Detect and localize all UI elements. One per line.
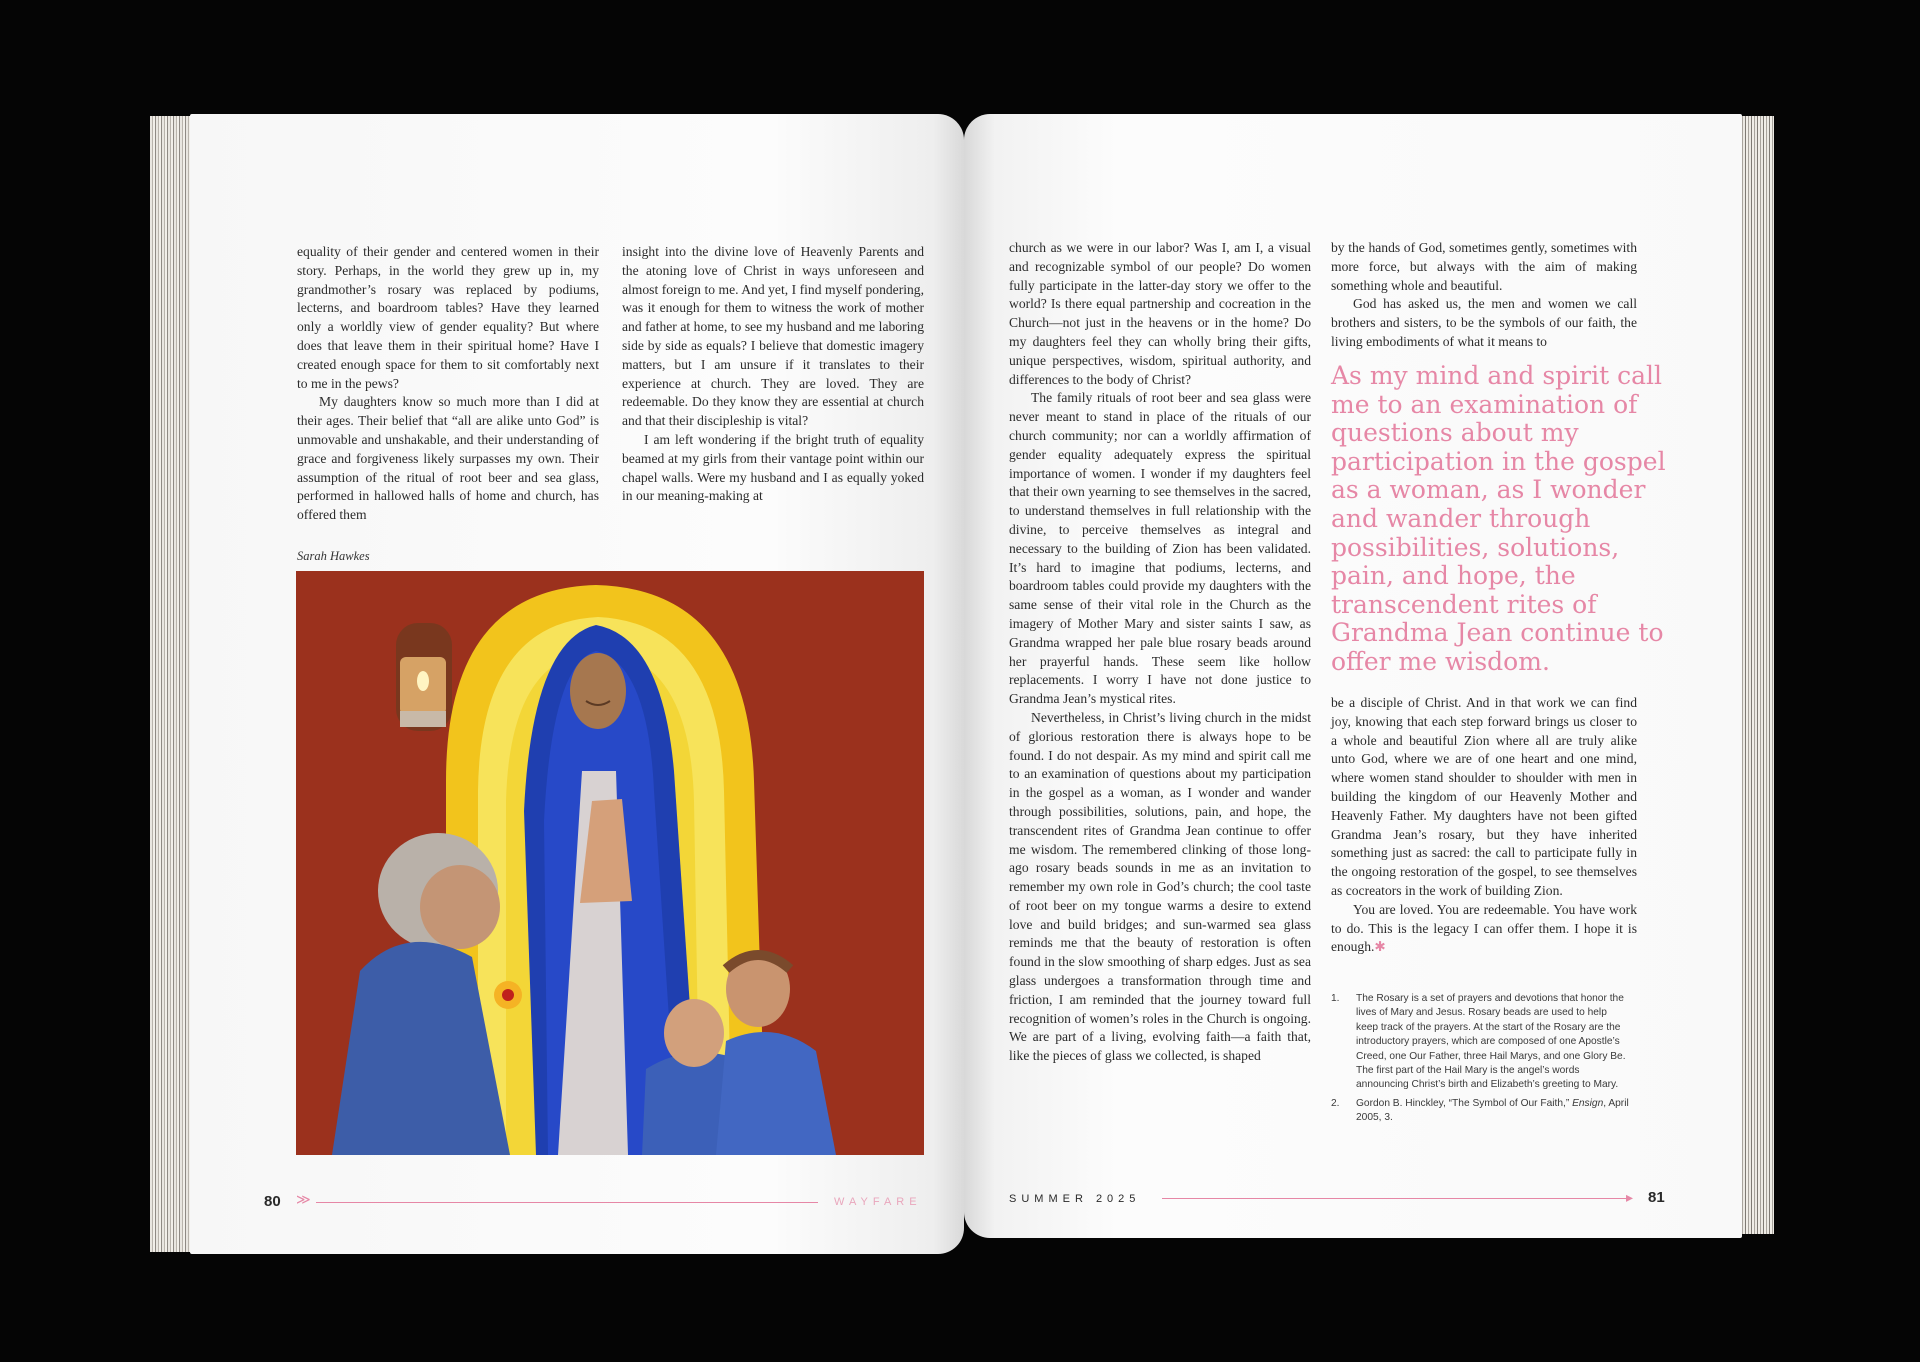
paragraph: The family rituals of root beer and sea glass were never meant to stand in place of the rituals of our church community; nor can a worldly affirmation of gender equality adequately express the spiritual importance of women. I wonder if my daughters feel that their own yearning to see themselves in the sacred, to understand themselves in full relationship with the divine, to perceive themselves as integral and necessary to the building of Zion has been validated. It’s hard to imagine that podiums, lecterns, and boardroom tables could provide my daughters with the same sense of their vital role in the Church as the imagery of Mother Mary and sister saints I saw, as Grandma wrapped her pale blue rosary beads around her prayerful hands. These seem like hollow replacements. I worry I have not done justice to Grandma Jean’s mystical rites. [1009, 390, 1311, 707]
paragraph: insight into the divine love of Heavenly Parents and the atoning love of Christ in ways unforeseen and almost foreign to me. And yet, I find myself pondering, was it enough for them to witness the work of mother and father at home, to see my husband and me laboring side by side as equals? I believe that domestic imagery matters, but I am unsure if it translates to their experience at church. They are loved. They are redeemable. Do they know they are essential at church and that their discipleship is vital? [622, 244, 924, 429]
footnote-number: 2. [1331, 1097, 1340, 1109]
paragraph: be a disciple of Christ. And in that work we can find joy, knowing that each step forward brings us closer to a whole and beautiful Zion where all are truly alike unto God, where we are of one heart and one mind, where women stand shoulder to shoulder with men in building the kingdom of our Heavenly Mother and Heavenly Father. My daughters have not been gifted Grandma Jean’s rosary, but they have inherited something just as sacred: the call to participate fully in the ongoing restoration of the gospel, to see themselves as cocreators in the work of building Zion. [1331, 695, 1637, 898]
paragraph: by the hands of God, sometimes gently, sometimes with more force, but always with the aim of making something whole and beautiful. [1331, 240, 1637, 293]
footnote-text-part: Gordon B. Hinckley, “The Symbol of Our Faith,” [1356, 1097, 1573, 1109]
right-column-1 [1009, 239, 1311, 1066]
footnotes [1331, 992, 1631, 1130]
right-column-2-top [1331, 239, 1637, 352]
magazine-name: WAYFARE [834, 1196, 922, 1208]
paragraph: I am left wondering if the bright truth of equality beamed at my girls from their vantage point within our chapel walls. Were my husband and I as equally yoked in our meaning-making at [622, 431, 924, 504]
left-column-1 [297, 243, 599, 525]
painting-mary-illustration [296, 571, 924, 1155]
chevron-right-icon: ≫ [296, 1191, 311, 1207]
paragraph: God has asked us, the men and women we call brothers and sisters, to be the symbols of our faith, the living embodiments of what it means to [1331, 296, 1637, 349]
end-mark-icon: ✱ [1374, 939, 1386, 955]
paragraph [1331, 901, 1637, 957]
closing-text: You are loved. You are redeemable. You have work to do. This is the legacy I can offer them. I hope it is enough. [1331, 901, 1637, 955]
issue-label: SUMMER 2025 [1009, 1193, 1141, 1205]
footnote-italic: Ensign [1572, 1097, 1604, 1109]
page-number-right: 81 [1648, 1189, 1665, 1206]
arrow-right-icon: ▸ [1626, 1189, 1634, 1205]
footnote [1331, 1097, 1631, 1126]
left-column-2 [622, 243, 924, 506]
paragraph: Nevertheless, in Christ’s living church in the midst of glorious restoration there is always hope to be found. I do not despair. As my mind and spirit call me to an examination of questions about my participation in the gospel as a woman, as I wonder and wander through possibilities, solutions, pain, and hope, the transcendent rites of Grandma Jean continue to offer me wisdom. The remembered clinking of those long-ago rosary beads sounds in me as an invitation to remember my own role in God’s church; the cool taste of root beer on my tongue warms a desire to extend love and build bridges; and sun-warmed sea glass reminds me that the beauty of restoration is often found in the slow smoothing of sharp edges. Just as sea glass undergoes a transformation through time and friction, I am reminded that the journey toward full recognition of women’s roles in the Church is ongoing. We are part of a living, evolving faith—a faith that, like the pieces of glass we collected, is shaped [1009, 709, 1311, 1064]
paragraph: equality of their gender and centered women in their story. Perhaps, in the world they grew up in, my grandmother’s rosary was replaced by podiums, lecterns, and boardroom tables? Have they learned only a worldly view of gender equality? But where does that leave them in their spiritual home? Have I created enough space for them to sit comfortably next to me in the pews? [297, 244, 599, 391]
footer-rule-right [1162, 1198, 1630, 1199]
paragraph: church as we were in our labor? Was I, am I, a visual and recognizable symbol of our people? Do women fully participate in the latter-day story we offer to the world? Is there equal partnership and cocreation in the Church—not just in the heavens or in the home? Do my daughters feel they can wholly bring their gifts, unique perspectives, wisdom, spiritual authority, and differences to the body of Christ? [1009, 240, 1311, 387]
page-number-left: 80 [264, 1193, 281, 1210]
footnote [1331, 992, 1631, 1093]
footnote-text [1356, 1097, 1631, 1126]
footnote-text: The Rosary is a set of prayers and devotions that honor the lives of Mary and Jesus. Rosary beads are used to help keep track of the prayers. At the start of the Rosary are the introductory prayers, which are composed of one Apostle’s Creed, one Our Father, three Hail Marys, and one Glory Be. The first part of the Hail Mary is the angel’s words announcing Christ’s birth and Elizabeth’s greeting to Mary. [1356, 993, 1626, 1091]
footnote-number: 1. [1331, 993, 1340, 1004]
art-credit: Sarah Hawkes [297, 549, 370, 563]
footnote-text-part: , April 2005, 3. [1356, 1097, 1629, 1124]
right-column-2-bottom [1331, 694, 1637, 957]
footer-rule-left [316, 1202, 818, 1203]
pull-quote: As my mind and spirit call me to an examination of questions about my participation in the gospel as a woman, as I wonder and wander through possibilities, solutions, pain, and hope, the transcendent rites of Grandma Jean continue to offer me wisdom. [1331, 361, 1666, 676]
paragraph: My daughters know so much more than I did at their ages. Their belief that “all are alike unto God” is unmovable and unshakable, and their understanding of grace and forgiveness likely surpasses my own. Their assumption of the ritual of root beer and sea glass, performed in hallowed halls of home and church, has offered them [297, 394, 599, 523]
